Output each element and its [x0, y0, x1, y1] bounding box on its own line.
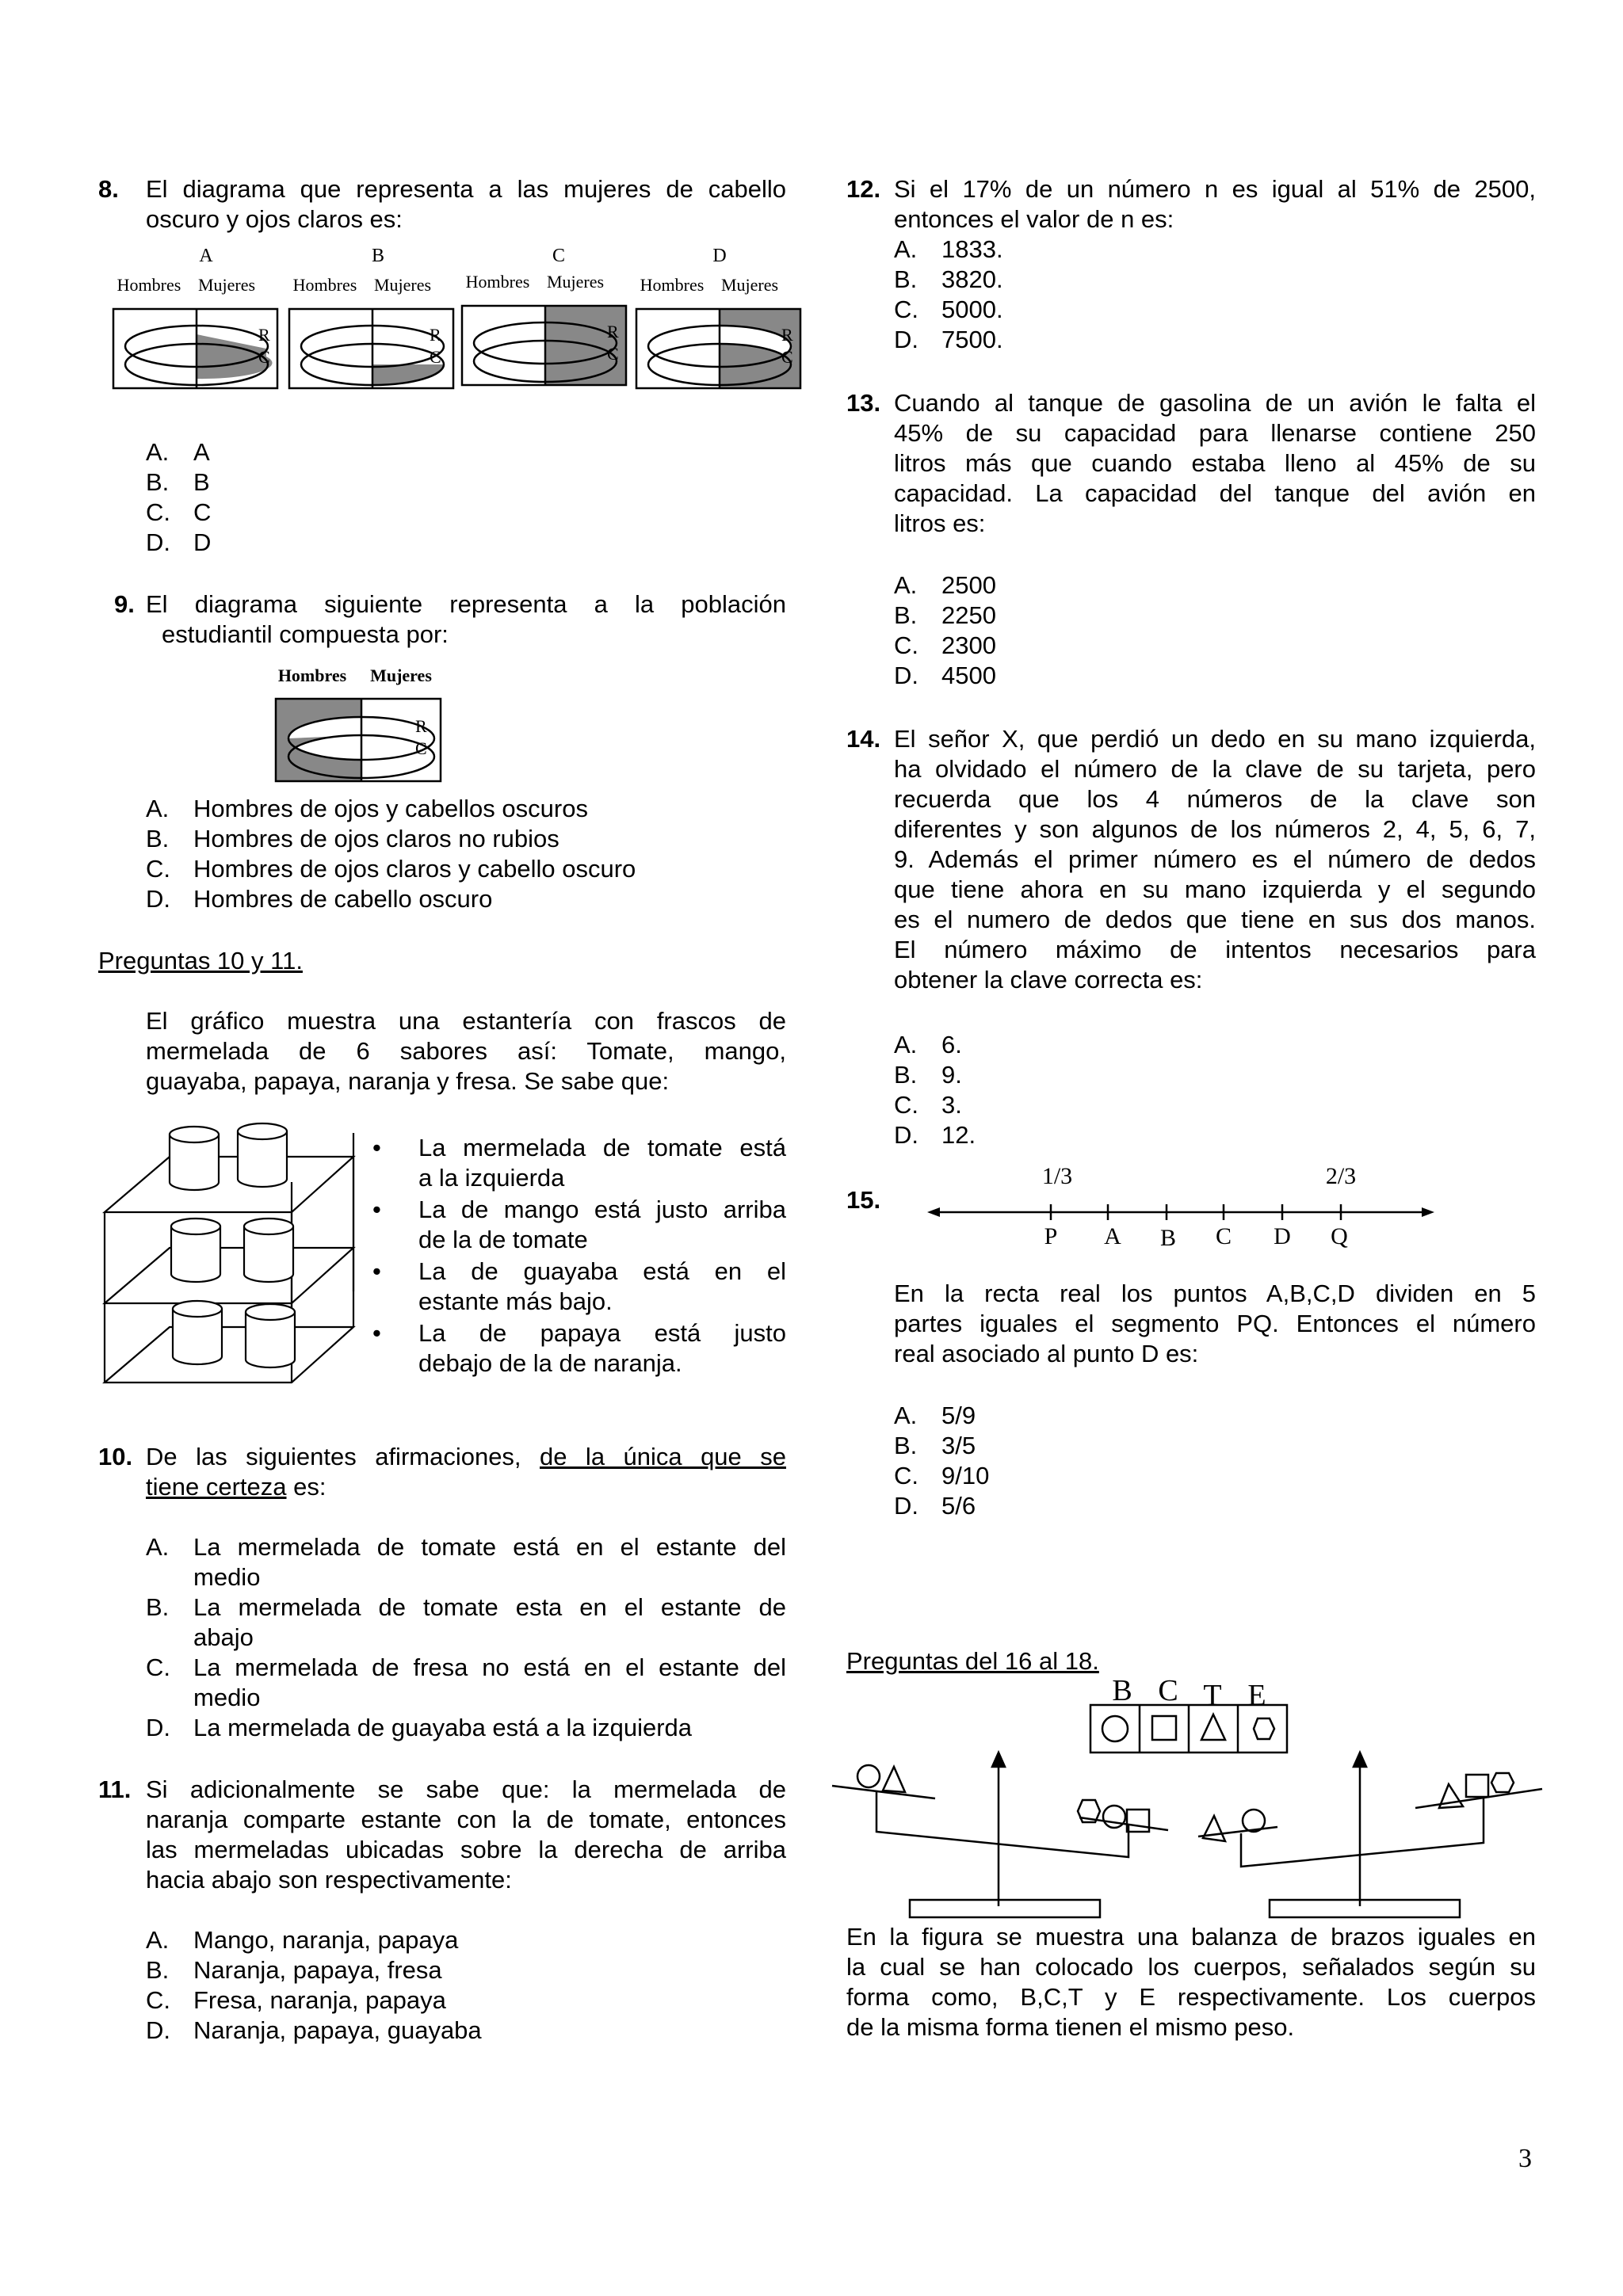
section-heading-16-18: Preguntas del 16 al 18. — [846, 1647, 1099, 1675]
q8-option-b[interactable]: B. B — [146, 468, 210, 496]
q12-option-b[interactable]: B. 3820. — [894, 265, 1003, 293]
clue-3-line1: • La de guayaba está en el — [418, 1257, 786, 1287]
q13-option-a[interactable]: A. 2500 — [894, 571, 996, 599]
q14-text-line9: obtener la clave correcta es: — [894, 966, 1203, 994]
svg-text:P: P — [1044, 1223, 1058, 1249]
q13-text-line3: litros más que cuando estaba lleno al 45% de su — [894, 449, 1536, 477]
q8-option-c[interactable]: C. C — [146, 498, 212, 526]
q12-option-a[interactable]: A. 1833. — [894, 235, 1003, 263]
q9-text-line1: El diagrama siguiente representa a la población — [146, 590, 786, 618]
number-line-label-left: 1/3 — [1041, 1163, 1073, 1189]
q12-option-c[interactable]: C. 5000. — [894, 296, 1003, 323]
svg-text:R: R — [781, 325, 793, 345]
q14-text-line3: recuerda que los 4 números de la clave son — [894, 785, 1536, 813]
q15-text-line1: En la recta real los puntos A,B,C,D dividen en 5 — [894, 1280, 1536, 1307]
svg-text:A: A — [1104, 1223, 1121, 1249]
balance-right — [1198, 1753, 1542, 1917]
number-line-label-right: 2/3 — [1325, 1163, 1357, 1189]
balance-scale-figure — [829, 1673, 1542, 1919]
q10-text-line1: De las siguientes afirmaciones, de la única que se — [146, 1443, 786, 1470]
q15-text-line3: real asociado al punto D es: — [894, 1340, 1199, 1367]
page-number: 3 — [1518, 2144, 1532, 2173]
q14-option-d[interactable]: D. 12. — [894, 1121, 976, 1149]
triangle-icon — [1201, 1714, 1225, 1740]
q9-option-b[interactable]: B. Hombres de ojos claros no rubios — [146, 825, 559, 852]
q11-option-a[interactable]: A. Mango, naranja, papaya — [146, 1926, 459, 1954]
q9-option-d[interactable]: D. Hombres de cabello oscuro — [146, 885, 493, 913]
svg-text:T: T — [1203, 1679, 1222, 1712]
q9-venn-diagram — [274, 662, 449, 789]
q14-text-line7: es el numero de dedos que tiene en sus dos manos. — [894, 906, 1536, 933]
q14-option-b[interactable]: B. 9. — [894, 1061, 962, 1089]
clue-2-line1: • La de mango está justo arriba — [418, 1195, 786, 1225]
q9-number: 9. — [114, 590, 135, 618]
arrow-left-icon — [927, 1207, 940, 1217]
circle-icon — [1102, 1716, 1128, 1741]
q8-number: 8. — [98, 175, 119, 203]
svg-text:Mujeres: Mujeres — [720, 275, 779, 295]
svg-text:C: C — [430, 347, 441, 367]
q10-number: 10. — [98, 1443, 133, 1470]
q13-text-line5: litros es: — [894, 509, 986, 537]
q14-text-line1: El señor X, que perdió un dedo en su mano izquierda, — [894, 725, 1536, 753]
q11-option-d[interactable]: D. Naranja, papaya, guayaba — [146, 2016, 482, 2044]
q15-option-d[interactable]: D. 5/6 — [894, 1492, 976, 1520]
q10-option-c-line2: medio — [193, 1684, 261, 1711]
q11-option-b[interactable]: B. Naranja, papaya, fresa — [146, 1956, 442, 1984]
arrow-right-icon — [1422, 1207, 1434, 1217]
balance-left — [832, 1753, 1168, 1917]
q11-option-c[interactable]: C. Fresa, naranja, papaya — [146, 1986, 446, 2014]
q12-text-line1: Si el 17% de un número n es igual al 51% de 2500, — [894, 175, 1536, 203]
q15-number-line — [927, 1160, 1442, 1251]
q8-text-line1: El diagrama que representa a las mujeres de cabello — [146, 175, 786, 203]
q8-diagram-b — [289, 246, 453, 388]
q15-option-b[interactable]: B. 3/5 — [894, 1432, 976, 1459]
q8-diagram-d — [636, 246, 800, 388]
q15-number: 15. — [846, 1186, 881, 1214]
svg-text:C: C — [781, 347, 793, 367]
svg-text:Hombres: Hombres — [640, 275, 705, 295]
q9-option-a[interactable]: A. Hombres de ojos y cabellos oscuros — [146, 795, 588, 822]
svg-text:C: C — [1215, 1223, 1232, 1249]
q13-number: 13. — [846, 389, 881, 417]
intro-10-11-line1: El gráfico muestra una estantería con frascos de — [146, 1007, 786, 1035]
q13-text-line4: capacidad. La capacidad del tanque del avión en — [894, 479, 1536, 507]
shape-legend — [1090, 1674, 1287, 1753]
square-icon — [1152, 1716, 1176, 1740]
q13-text-line2: 45% de su capacidad para llenarse contiene 250 — [894, 419, 1536, 447]
svg-text:Hombres: Hombres — [277, 666, 347, 685]
svg-text:D: D — [712, 246, 727, 266]
q8-venn-diagrams — [111, 238, 808, 396]
q11-text-line2: naranja comparte estante con la de tomate, entonces — [146, 1806, 786, 1833]
svg-text:Mujeres: Mujeres — [197, 275, 256, 295]
q8-text-line2: oscuro y ojos claros es: — [146, 205, 403, 233]
q14-text-line4: diferentes y son algunos de los números 2, 4, 5, 6, 7, — [894, 815, 1536, 843]
svg-text:Mujeres: Mujeres — [546, 272, 605, 292]
clue-4-line1: • La de papaya está justo — [418, 1318, 786, 1348]
q10-option-d[interactable]: D. La mermelada de guayaba está a la izquierda — [146, 1714, 693, 1741]
q10-text-line2: tiene certeza es: — [146, 1473, 327, 1501]
q10-option-a[interactable]: A. La mermelada de tomate está en el estante del — [146, 1533, 786, 1561]
svg-text:C: C — [607, 344, 619, 364]
intro-10-11-line2: mermelada de 6 sabores así: Tomate, mango, — [146, 1037, 786, 1065]
svg-text:Q: Q — [1331, 1223, 1348, 1249]
q9-option-c[interactable]: C. Hombres de ojos claros y cabello oscuro — [146, 855, 636, 883]
svg-text:E: E — [1247, 1679, 1266, 1712]
q15-option-c[interactable]: C. 9/10 — [894, 1462, 990, 1489]
intro-16-18-line2: la cual se han colocado los cuerpos, señalados según su — [846, 1953, 1536, 1981]
svg-text:Mujeres: Mujeres — [370, 666, 432, 685]
q12-number: 12. — [846, 175, 881, 203]
svg-text:C: C — [415, 738, 427, 758]
clue-3-line2: estante más bajo. — [418, 1287, 613, 1315]
q14-text-line6: que tiene ahora en su mano izquierda y el segundo — [894, 875, 1536, 903]
q14-option-a[interactable]: A. 6. — [894, 1031, 962, 1058]
svg-text:R: R — [415, 716, 427, 736]
clue-2-line2: de la de tomate — [418, 1226, 588, 1253]
q15-text-line2: partes iguales el segmento PQ. Entonces el número — [894, 1310, 1536, 1337]
q13-text-line1: Cuando al tanque de gasolina de un avión le falta el — [894, 389, 1536, 417]
svg-text:D: D — [1274, 1223, 1291, 1249]
q10-option-c[interactable]: C. La mermelada de fresa no está en el estante del — [146, 1653, 786, 1681]
clue-1-line2: a la izquierda — [418, 1164, 565, 1192]
q14-option-c[interactable]: C. 3. — [894, 1091, 962, 1119]
q12-option-d[interactable]: D. 7500. — [894, 326, 1003, 353]
q8-option-d[interactable]: D. D — [146, 528, 212, 556]
q10-option-a-line2: medio — [193, 1563, 261, 1591]
q13-option-c[interactable]: C. 2300 — [894, 631, 996, 659]
svg-text:Hombres: Hombres — [465, 272, 530, 292]
q11-text-line4: hacia abajo son respectivamente: — [146, 1866, 512, 1894]
svg-text:Hombres: Hombres — [116, 275, 181, 295]
q12-text-line2: entonces el valor de n es: — [894, 205, 1174, 233]
svg-text:R: R — [607, 322, 619, 341]
svg-text:Mujeres: Mujeres — [373, 275, 432, 295]
q8-option-a[interactable]: A. A — [146, 438, 210, 466]
intro-10-11-line3: guayaba, papaya, naranja y fresa. Se sabe que: — [146, 1067, 670, 1095]
q11-text-line3: las mermeladas ubicadas sobre la derecha de arriba — [146, 1836, 786, 1863]
svg-text:C: C — [1158, 1674, 1178, 1707]
q10-option-b[interactable]: B. La mermelada de tomate esta en el estante de — [146, 1593, 786, 1621]
intro-16-18-line1: En la figura se muestra una balanza de brazos iguales en — [846, 1923, 1536, 1951]
q8-diagram-a — [113, 246, 277, 388]
svg-text:R: R — [430, 325, 441, 345]
svg-text:Hombres: Hombres — [292, 275, 357, 295]
q9-text-line2: estudiantil compuesta por: — [162, 620, 449, 648]
clue-4-line2: debajo de la de naranja. — [418, 1349, 682, 1377]
intro-16-18-line3: forma como, B,C,T y E respectivamente. Los cuerpos — [846, 1983, 1536, 2011]
q14-text-line5: 9. Además el primer número es el número de dedos — [894, 845, 1536, 873]
q8-diagram-c — [462, 246, 626, 385]
svg-text:B: B — [1112, 1674, 1132, 1707]
q11-text-line1: Si adicionalmente se sabe que: la mermelada de — [146, 1775, 786, 1803]
q8-diagram-letter: A — [199, 246, 213, 266]
q14-number: 14. — [846, 725, 881, 753]
q14-text-line8: El número máximo de intentos necesarios para — [894, 936, 1536, 963]
q14-text-line2: ha olvidado el número de la clave de su tarjeta, pero — [894, 755, 1536, 783]
q11-number: 11. — [98, 1775, 132, 1803]
q15-option-a[interactable]: A. 5/9 — [894, 1402, 976, 1429]
svg-text:C: C — [552, 246, 566, 266]
hexagon-icon — [1254, 1718, 1274, 1739]
q13-option-d[interactable]: D. 4500 — [894, 662, 996, 689]
svg-text:C: C — [258, 347, 270, 367]
intro-16-18-line4: de la misma forma tienen el mismo peso. — [846, 2013, 1295, 2041]
section-heading-10-11: Preguntas 10 y 11. — [98, 947, 303, 974]
svg-text:R: R — [258, 325, 270, 345]
q13-option-b[interactable]: B. 2250 — [894, 601, 996, 629]
svg-text:B: B — [371, 246, 385, 266]
clue-1-line1: • La mermelada de tomate está — [418, 1133, 786, 1163]
svg-text:B: B — [1159, 1225, 1177, 1251]
shelf-illustration — [103, 1109, 365, 1394]
q10-option-b-line2: abajo — [193, 1623, 254, 1651]
